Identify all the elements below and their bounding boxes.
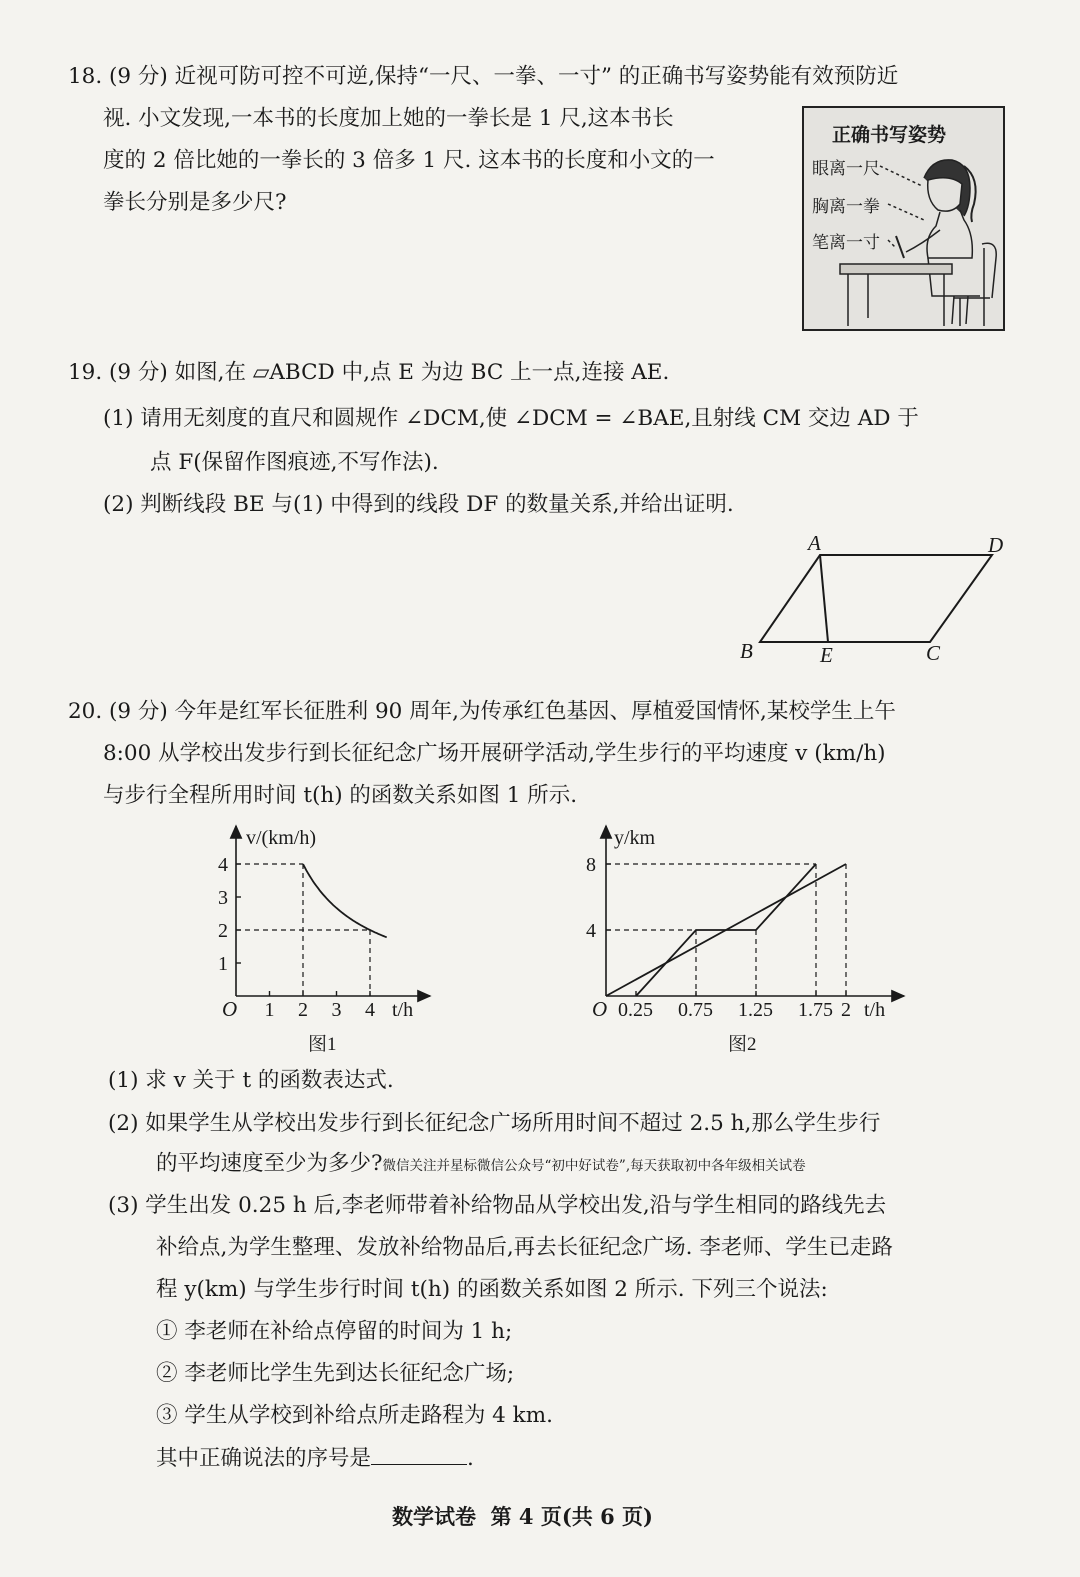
q20-answer-row <box>156 1446 474 1470</box>
q19-line-1: 19. (9 分) 如图,在 ▱ABCD 中,点 E 为边 BC 上一点,连接 AE. <box>68 360 670 385</box>
q20-sub-3-line-3: 程 y(km) 与学生步行时间 t(h) 的函数关系如图 2 所示. 下列三个说法: <box>156 1277 828 1302</box>
fig2-x-tick-label: 1.25 <box>738 999 773 1021</box>
writing-posture-illustration <box>802 106 1005 331</box>
fig1-x-tick-label: 3 <box>331 999 342 1021</box>
vertex-label-a: A <box>808 531 821 555</box>
q20-answer-suffix: . <box>467 1446 474 1471</box>
vertex-label-d: D <box>988 533 1004 557</box>
fig1-x-tick-label: 2 <box>298 999 308 1021</box>
fig1-x-tick-label: 1 <box>264 999 275 1021</box>
fig1-x-label: t/h <box>392 999 414 1021</box>
q20-answer-prefix: 其中正确说法的序号是 <box>156 1446 372 1471</box>
q19-line-3: 点 F(保留作图痕迹,不写作法). <box>150 450 439 475</box>
segment-ae <box>820 555 828 642</box>
fig2-origin-label: O <box>592 997 608 1021</box>
q20-statement-3: ③ 学生从学校到补给点所走路程为 4 km. <box>156 1403 553 1428</box>
illustration-label-pen: 笔离一寸 <box>812 233 880 253</box>
fig1-y-tick-label: 2 <box>218 920 228 942</box>
fig1-series-curve <box>303 864 387 937</box>
parallelogram-figure <box>730 528 1020 673</box>
q20-sub-3-line-2: 补给点,为学生整理、发放补给物品后,再去长征纪念广场. 李老师、学生已走路 <box>156 1235 893 1260</box>
fig2-y-tick-label: 4 <box>586 920 596 942</box>
q20-sub-3-line-1: (3) 学生出发 0.25 h 后,李老师带着补给物品从学校出发,沿与学生相同的路线先去 <box>108 1193 887 1218</box>
q20-answer-blank[interactable] <box>371 1446 467 1465</box>
fig1-y-label: v/(km/h) <box>246 827 316 849</box>
student-writing-drawing <box>804 108 1003 329</box>
q20-line-2: 8:00 从学校出发步行到长征纪念广场开展研学活动,学生步行的平均速度 v (km/h) <box>103 741 886 766</box>
illustration-label-eye: 眼离一尺 <box>812 159 880 179</box>
fig1-y-tick-label: 1 <box>218 953 228 975</box>
fig2-y-tick-label: 8 <box>586 854 596 876</box>
q18-line-1: 18. (9 分) 近视可防可控不可逆,保持“一尺、一拳、一寸” 的正确书写姿势能有效预防近 <box>68 64 899 89</box>
vertex-label-c: C <box>926 641 941 665</box>
q19-line-4: (2) 判断线段 BE 与(1) 中得到的线段 DF 的数量关系,并给出证明. <box>103 492 734 517</box>
wechat-watermark: 微信关注并星标微信公众号“初中好试卷”,每天获取初中各年级相关试卷 <box>382 1158 806 1174</box>
q20-line-1: 20. (9 分) 今年是红军长征胜利 90 周年,为传承红色基因、厚植爱国情怀,某校学生上午 <box>68 699 896 724</box>
figure-1-chart <box>198 820 448 1060</box>
q19-line-2: (1) 请用无刻度的直尺和圆规作 ∠DCM,使 ∠DCM = ∠BAE,且射线 CM 交边 AD 于 <box>103 406 919 431</box>
fig1-y-tick-label: 3 <box>218 887 228 909</box>
q20-sub-2-line-2: 的平均速度至少为多少? <box>156 1151 383 1176</box>
q20-line-3: 与步行全程所用时间 t(h) 的函数关系如图 1 所示. <box>103 783 578 808</box>
q18-line-3: 度的 2 倍比她的一拳长的 3 倍多 1 尺. 这本书的长度和小文的一 <box>103 148 715 173</box>
q20-statement-1: ① 李老师在补给点停留的时间为 1 h; <box>156 1319 513 1344</box>
illustration-label-chest: 胸离一拳 <box>812 197 880 217</box>
figure-2-chart <box>572 820 912 1060</box>
q18-line-4: 拳长分别是多少尺? <box>103 190 287 215</box>
fig2-x-tick-label: 1.75 <box>798 999 833 1021</box>
vertex-label-e: E <box>820 643 833 667</box>
fig2-caption: 图2 <box>728 1034 757 1055</box>
fig1-caption: 图1 <box>308 1034 337 1055</box>
fig2-x-tick-label: 2 <box>841 999 851 1021</box>
fig2-y-label: y/km <box>614 827 656 849</box>
q20-sub-2-line-2-row <box>156 1153 806 1175</box>
fig1-origin-label: O <box>222 997 238 1021</box>
q20-sub-2-line-1: (2) 如果学生从学校出发步行到长征纪念广场所用时间不超过 2.5 h,那么学生步行 <box>108 1111 881 1136</box>
page-footer: 数学试卷 第 4 页(共 6 页) <box>392 1504 653 1529</box>
q20-sub-1: (1) 求 v 关于 t 的函数表达式. <box>108 1068 394 1093</box>
parallelogram-abcd <box>760 555 992 642</box>
q18-line-2: 视. 小文发现,一本书的长度加上她的一拳长是 1 尺,这本书长 <box>103 106 674 131</box>
fig2-x-tick-label: 0.25 <box>618 999 653 1021</box>
illustration-title: 正确书写姿势 <box>832 124 947 146</box>
fig2-x-tick-label: 0.75 <box>678 999 713 1021</box>
fig2-x-label: t/h <box>864 999 886 1021</box>
fig1-x-tick-label: 4 <box>365 999 375 1021</box>
q20-statement-2: ② 李老师比学生先到达长征纪念广场; <box>156 1361 515 1386</box>
fig1-y-tick-label: 4 <box>218 854 228 876</box>
vertex-label-b: B <box>740 639 753 663</box>
